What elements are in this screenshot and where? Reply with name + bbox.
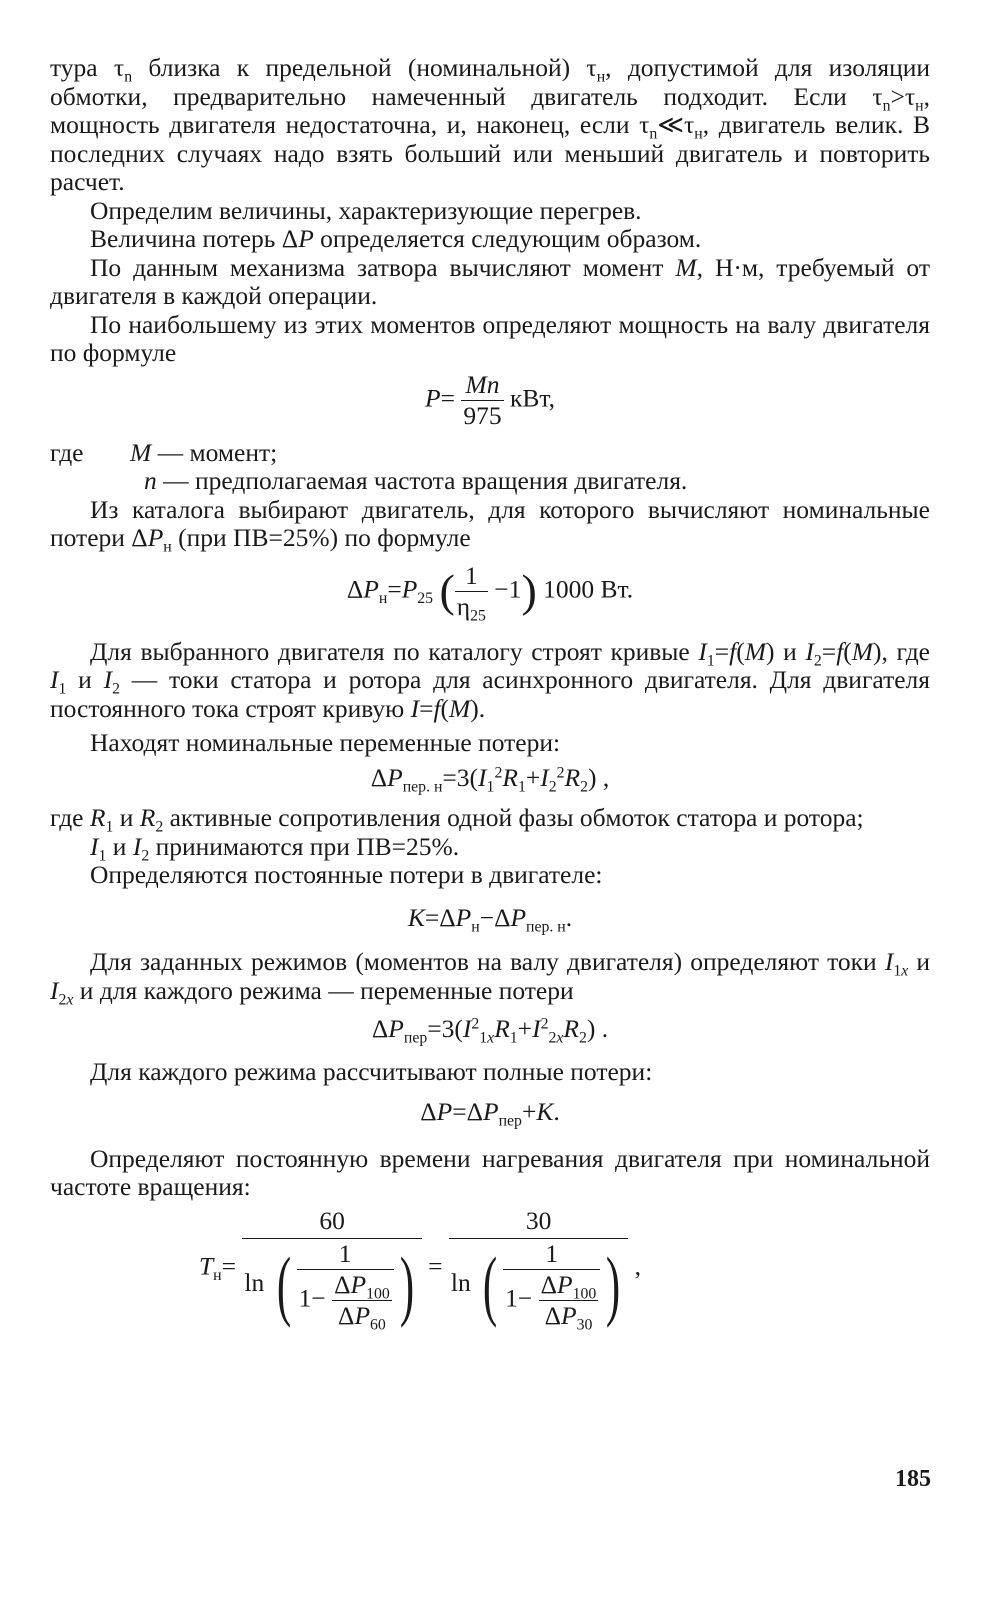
paragraph-1: тура $\tau_n$ близка к предельной (номинальной) $\tau_н$, допустимой для изоляции обмотки, предварительно намеченный двигатель подходит. Если $\tau_n>\tau_н$, мощность двигателя недостаточна, и, наконец, если $\tau_n≪\tau_н$, двигатель велик. В последних случаях надо взять больший или меньший двигатель и повторить расчет. <box>50 53 931 196</box>
paragraph-10: $I_1$ и $I_2$ принимаются при ПВ=25%. <box>90 831 460 865</box>
formula-power: P= $\frac{Mn}{975}$ кВт, <box>425 369 555 430</box>
where-moment: M — момент; <box>130 437 278 467</box>
where-frequency: n — предполагаемая частота вращения двигателя. <box>144 466 688 495</box>
formula-time-constant: $T_н=$ 60 ln ( 1 1− $\frac{\Delta P_{100}}{\Delta P_{60}}$ ) = 30 ln ( 1 1− $\frac{\Delta P_{100}}{\Delta P_{30}}$ ) , <box>198 1205 642 1334</box>
paragraph-14: Определяют постоянную времени нагревания двигателя при номинальной частоте вращения: <box>50 1143 930 1201</box>
formula-nominal-losses: $\Delta P_н=P_{25}$ ( $\frac{1}{\eta_{25}}$ −1) 1000 Вт. <box>346 560 634 625</box>
paragraph-3: Величина потерь ΔP определяется следующим образом. <box>90 224 702 253</box>
where-label: где <box>50 437 84 467</box>
paragraph-4: По данным механизма затвора вычисляют момент M, Н·м, требуемый от двигателя в каждой операции. <box>50 252 930 310</box>
paragraph-7: Для выбранного двигателя по каталогу строят кривые $I_1=f(M)$ и $I_2=f(M)$, где $I_1$ и $I_2$ — токи статора и ротора для асинхронного двигателя. Для двигателя постоянного тока строят кривую I=f(M). <box>50 636 930 723</box>
formula-variable-losses: $\Delta P_{пер}=3(I^2_{1x}R_1+I^2_{2x}R_2)$ . <box>371 1014 609 1047</box>
paragraph-9: где $R_1$ и $R_2$ активные сопротивления одной фазы обмоток статора и ротора; <box>50 803 864 836</box>
formula-total-losses: $\Delta P=\Delta P_{пер}+K$. <box>420 1097 560 1130</box>
paragraph-11: Определяются постоянные потери в двигателе: <box>90 860 603 889</box>
page-number: 185 <box>895 1466 931 1492</box>
paragraph-5: По наибольшему из этих моментов определяют мощность на валу двигателя по формуле <box>50 309 930 367</box>
paragraph-12: Для заданных режимов (моментов на валу двигателя) определяют токи $I_{1x}$ и $I_{2x}$ и для каждого режима — переменные потери <box>50 947 930 1009</box>
formula-constant-losses: $K=\Delta P_н-\Delta P_{пер. н}$. <box>407 902 573 936</box>
paragraph-8: Находят номинальные переменные потери: <box>90 728 561 757</box>
paragraph-6: Из каталога выбирают двигатель, для которого вычисляют номинальные потери $\Delta P_н$ (при ПВ=25%) по формуле <box>50 494 930 556</box>
paragraph-2: Определим величины, характеризующие перегрев. <box>90 195 642 225</box>
paragraph-13: Для каждого режима рассчитывают полные потери: <box>90 1056 653 1086</box>
formula-variable-losses-nominal: $\Delta P_{пер. н}=3(I_1^2R_1+I_2^2R_2)$ , <box>370 762 610 796</box>
page-body <box>50 54 930 1339</box>
where-block <box>50 439 930 468</box>
